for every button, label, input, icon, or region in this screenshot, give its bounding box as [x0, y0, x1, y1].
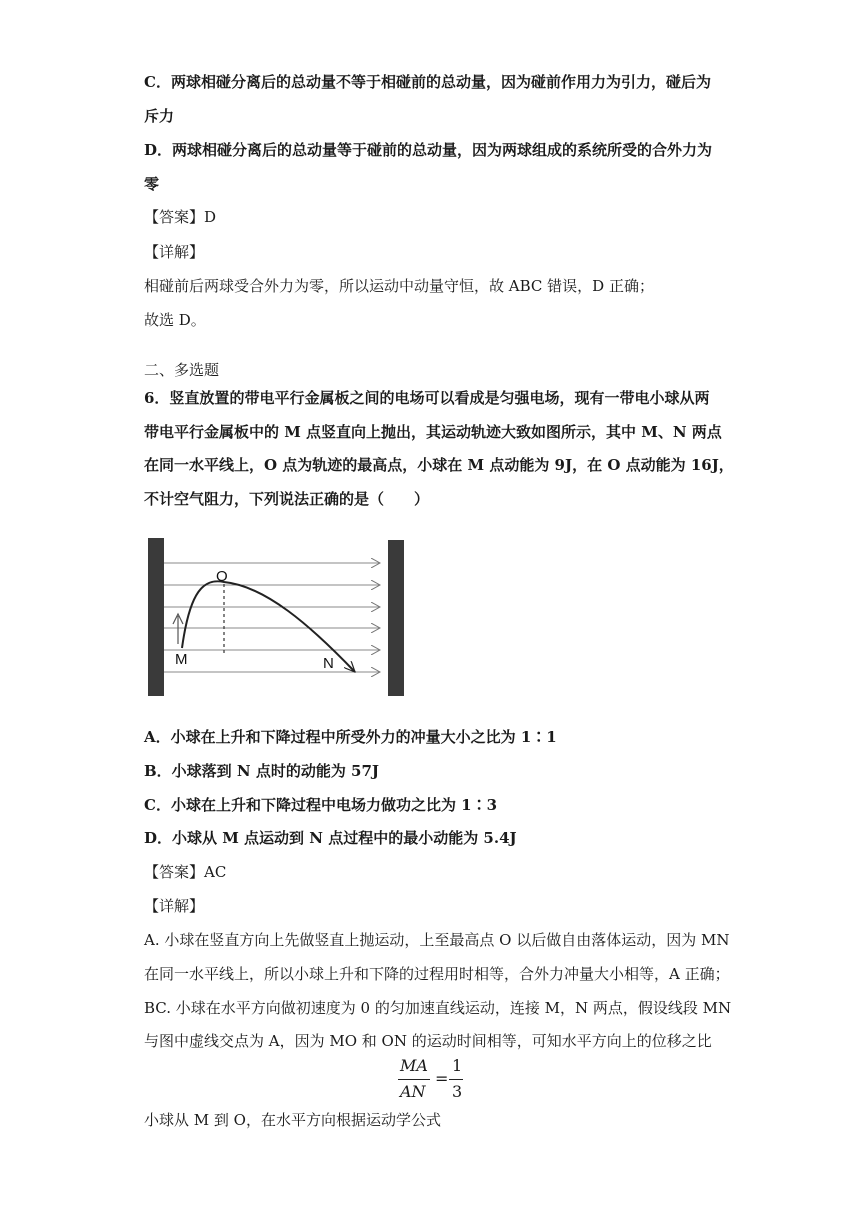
- ratio-fraction: [398, 1056, 468, 1106]
- q6-option-a: A．小球在上升和下降过程中所受外力的冲量大小之比为 1∶1: [144, 728, 557, 746]
- q6-stem-line4: 不计空气阻力，下列说法正确的是（ ）: [144, 490, 430, 508]
- q6-detail-a1: A. 小球在竖直方向上先做竖直上抛运动，上至最高点 O 以后做自由落体运动，因为 MN: [144, 931, 730, 949]
- section-title: 二、多选题: [144, 361, 220, 379]
- prev-option-d-line2: 零: [144, 175, 160, 193]
- q6-detail-last: 小球从 M 到 O，在水平方向根据运动学公式: [144, 1111, 441, 1129]
- label-n: N: [323, 655, 334, 672]
- prev-option-c-line1: C．两球相碰分离后的总动量不等于相碰前的总动量，因为碰前作用力为引力，碰后为: [144, 73, 711, 91]
- q6-stem-line3: 在同一水平线上，O 点为轨迹的最高点，小球在 M 点动能为 9J，在 O 点动能为 16J，: [144, 456, 734, 474]
- q6-detail-bc1: BC. 小球在水平方向做初速度为 0 的匀加速直线运动，连接 M，N 两点，假设线段 MN: [144, 999, 732, 1017]
- field-lines: [164, 563, 380, 672]
- right-plate: [388, 540, 404, 696]
- fraction-lhs-denominator: AN: [400, 1082, 426, 1101]
- q6-option-d: D．小球从 M 点运动到 N 点过程中的最小动能为 5.4J: [144, 829, 517, 847]
- left-plate: [148, 538, 164, 696]
- q6-stem-line1: 6．竖直放置的带电平行金属板之间的电场可以看成是匀强电场，现有一带电小球从两: [144, 389, 710, 407]
- prev-option-d-line1: D．两球相碰分离后的总动量等于碰前的总动量，因为两球组成的系统所受的合外力为: [144, 141, 713, 159]
- prev-detail-label: 【详解】: [144, 243, 205, 261]
- q6-answer: [144, 862, 226, 882]
- prev-answer-label: 【答案】: [144, 208, 205, 226]
- fraction-lhs-bar: [398, 1079, 430, 1080]
- q6-option-c: C．小球在上升和下降过程中电场力做功之比为 1∶3: [144, 796, 498, 814]
- prev-detail-line2: 故选 D。: [144, 311, 206, 329]
- q6-detail-a2: 在同一水平线上，所以小球上升和下降的过程用时相等，合外力冲量大小相等，A 正确；: [144, 965, 730, 983]
- label-o: O: [216, 568, 228, 585]
- q6-detail-bc2: 与图中虚线交点为 A，因为 MO 和 ON 的运动时间相等，可知水平方向上的位移之比: [144, 1032, 712, 1050]
- fraction-equals: =: [435, 1069, 449, 1088]
- prev-detail-line1: 相碰前后两球受合外力为零，所以运动中动量守恒，故 ABC 错误，D 正确；: [144, 277, 654, 295]
- label-m: M: [175, 651, 188, 668]
- q6-detail-label: 【详解】: [144, 897, 205, 915]
- fraction-rhs-numerator: 1: [452, 1056, 463, 1075]
- q6-answer-value: AC: [204, 863, 227, 881]
- fraction-rhs-denominator: 3: [452, 1082, 463, 1101]
- prev-answer-value: D: [204, 208, 217, 226]
- prev-answer: [144, 207, 216, 227]
- electric-field-figure: [140, 530, 410, 702]
- fraction-lhs-numerator: MA: [400, 1056, 428, 1075]
- q6-answer-label: 【答案】: [144, 863, 205, 881]
- q6-stem-line2: 带电平行金属板中的 M 点竖直向上抛出，其运动轨迹大致如图所示，其中 M、N 两点: [144, 423, 722, 441]
- prev-option-c-line2: 斥力: [144, 107, 175, 125]
- q6-option-b: B．小球落到 N 点时的动能为 57J: [144, 762, 380, 780]
- fraction-rhs-bar: [449, 1079, 463, 1080]
